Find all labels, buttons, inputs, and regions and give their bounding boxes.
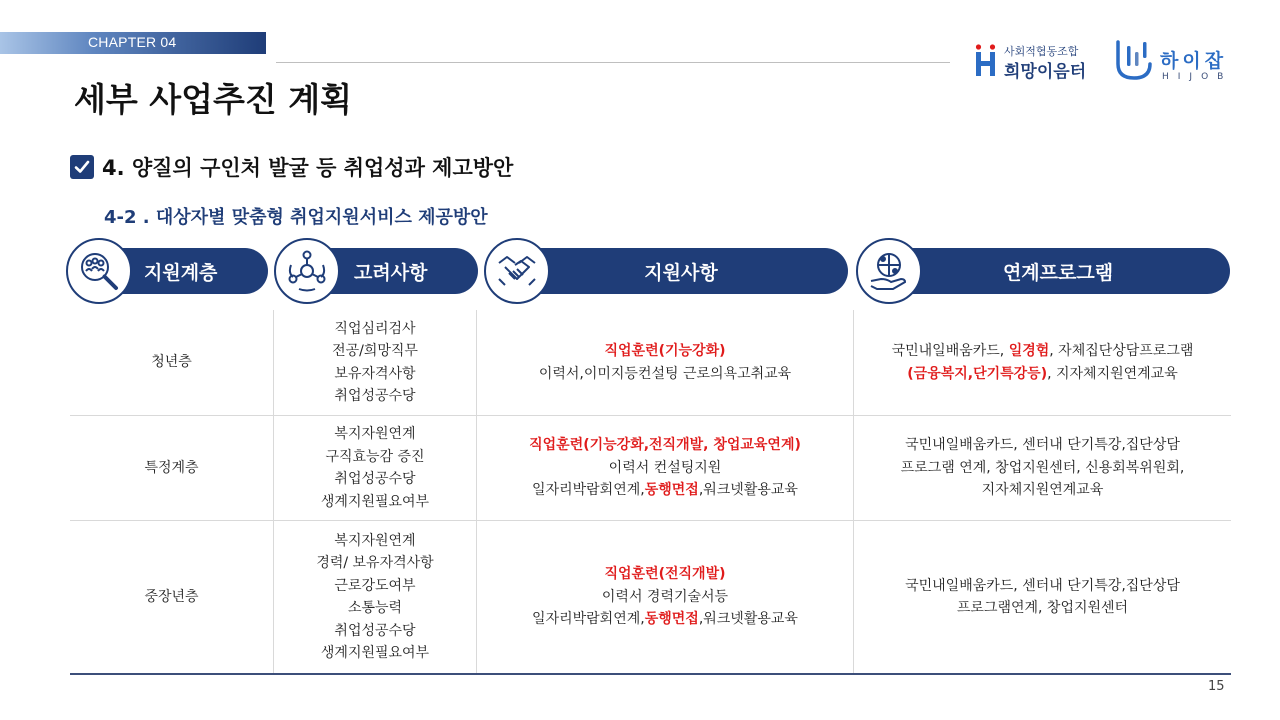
- support-cell: [477, 521, 854, 673]
- page-number: 15: [1208, 679, 1225, 694]
- cell-line: [605, 340, 726, 363]
- highlighted-text: 일경험: [1008, 343, 1050, 359]
- programs-cell: [854, 521, 1231, 673]
- target-group-cell: 특정계층: [70, 416, 274, 520]
- target-group-cell: 중장년층: [70, 521, 274, 673]
- hijob-logo-mark-icon: [1114, 38, 1154, 82]
- cell-line: [905, 575, 1180, 598]
- cell-text: 프로그램연계, 창업지원센터: [956, 600, 1129, 616]
- column-header-label: 지원사항: [514, 248, 848, 294]
- column-header-label: 지원계층: [96, 248, 268, 294]
- consideration-line: 구직효능감 증진: [325, 448, 425, 465]
- column-header-group: [66, 246, 268, 296]
- cell-line: [532, 608, 798, 631]
- hijob-logo-caption: HIJOB: [1162, 72, 1233, 82]
- checkbox-icon: [70, 155, 94, 179]
- people-magnifier-icon: [66, 238, 132, 304]
- consideration-line: 생계지원필요여부: [320, 493, 430, 510]
- column-header-label: 고려사항: [304, 248, 478, 294]
- cell-text: ,워크넷활용교육: [698, 611, 798, 628]
- cell-text: 일자리박람회연계,: [532, 482, 645, 499]
- network-people-icon: [274, 238, 340, 304]
- highlighted-text: (금융복지,단기특강등): [907, 365, 1048, 382]
- coop-logo-caption: 사회적협동조합: [1004, 45, 1079, 58]
- cell-text: 프로그램 연계, 창업지원센터, 신용회복위원회,: [900, 459, 1185, 476]
- cell-text: 이력서,이미지등컨설팅 근로의욕고취교육: [538, 365, 792, 382]
- hijob-logo-name: 하이잡: [1160, 50, 1228, 72]
- column-header-support: [484, 246, 848, 296]
- coop-logo-name: 희망이음터: [1004, 62, 1087, 82]
- cell-text: 지자체지원연계교육: [981, 482, 1104, 499]
- consideration-line: 근로강도여부: [334, 577, 416, 594]
- cell-text: 국민내일배움카드,: [891, 343, 1009, 359]
- highlighted-text: 동행면접: [644, 482, 699, 499]
- support-cell: [477, 416, 854, 520]
- cell-line: [905, 434, 1180, 457]
- coop-logo-mark-icon: [974, 44, 998, 78]
- cell-line: [982, 479, 1104, 502]
- handshake-icon: [484, 238, 550, 304]
- consideration-line: 취업성공수당: [334, 388, 416, 404]
- cell-line: [609, 457, 722, 480]
- cell-text: , 자체집단상담프로그램: [1049, 343, 1194, 359]
- cell-line: [901, 457, 1185, 480]
- programs-cell: [854, 310, 1231, 415]
- highlighted-text: 직업훈련(기능강화,전직개발, 창업교육연계): [529, 437, 801, 454]
- consideration-line: 생계지원필요여부: [320, 645, 430, 661]
- considerations-cell: [274, 310, 477, 415]
- consideration-line: 경력/ 보유자격사항: [316, 555, 434, 571]
- cell-text: 국민내일배움카드, 센터내 단기특강,집단상담: [905, 437, 1180, 454]
- hand-puzzle-icon: [856, 238, 922, 304]
- considerations-cell: [274, 416, 477, 520]
- programs-cell: [854, 416, 1231, 520]
- consideration-line: 복지자원연계: [334, 532, 416, 549]
- cell-line: [602, 586, 728, 609]
- table-row: [70, 416, 1231, 521]
- consideration-line: 소통능력: [347, 600, 403, 616]
- target-group-cell: 청년층: [70, 310, 274, 415]
- cell-text: 이력서 컨설팅지원: [608, 459, 722, 476]
- cell-text: 국민내일배움카드, 센터내 단기특강,집단상담: [905, 577, 1180, 594]
- cell-line: [605, 563, 726, 586]
- cell-line: [892, 340, 1194, 363]
- consideration-line: 직업심리검사: [334, 320, 416, 337]
- highlighted-text: 직업훈련(전직개발): [604, 566, 726, 583]
- consideration-line: 보유자격사항: [334, 365, 416, 382]
- cell-line: [907, 363, 1177, 386]
- footer-divider: [70, 673, 1231, 675]
- page-title: 세부 사업추진 계획: [74, 80, 353, 119]
- cell-text: 일자리박람회연계,: [532, 611, 645, 628]
- highlighted-text: 직업훈련(기능강화): [604, 343, 726, 359]
- table-row: [70, 310, 1231, 416]
- cell-line: [529, 434, 801, 457]
- column-header-label: 연계프로그램: [886, 248, 1230, 294]
- considerations-cell: [274, 521, 477, 673]
- consideration-line: 취업성공수당: [334, 622, 416, 639]
- table-row: [70, 521, 1231, 673]
- section-heading: [70, 152, 513, 182]
- consideration-line: 전공/희망직무: [332, 343, 418, 359]
- chapter-label: CHAPTER 04: [88, 34, 177, 50]
- cell-line: [957, 597, 1128, 620]
- cell-line: [539, 363, 791, 386]
- support-cell: [477, 310, 854, 415]
- cell-text: ,워크넷활용교육: [698, 482, 798, 499]
- column-header-programs: [856, 246, 1230, 296]
- section-title: 4. 양질의 구인처 발굴 등 취업성과 제고방안: [102, 156, 514, 180]
- cell-text: 이력서 경력기술서등: [601, 588, 729, 605]
- consideration-line: 복지자원연계: [334, 426, 416, 442]
- cell-text: , 지자체지원연계교육: [1047, 365, 1178, 382]
- title-divider: [276, 62, 950, 63]
- consideration-line: 취업성공수당: [334, 471, 416, 487]
- highlighted-text: 동행면접: [644, 611, 699, 628]
- section-subtitle: 4-2 . 대상자별 맞춤형 취업지원서비스 제공방안: [104, 207, 488, 228]
- hijob-logo: [1114, 38, 1234, 88]
- column-header-considerations: [274, 246, 478, 296]
- cell-line: [532, 479, 798, 502]
- coop-logo: [974, 42, 1102, 86]
